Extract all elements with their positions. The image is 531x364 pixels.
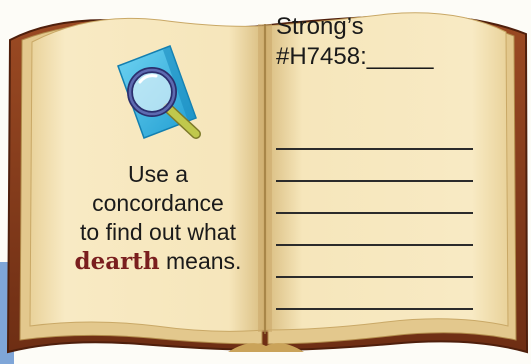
instruction-line-4 (48, 247, 268, 276)
answer-blank-line (276, 246, 473, 278)
keyword-dearth: dearth (74, 248, 160, 275)
strongs-label-line-1: Strong’s (276, 13, 364, 40)
strongs-label-line-2: #H7458:_____ (276, 43, 434, 70)
strongs-label (276, 12, 486, 72)
answer-blank-line (276, 118, 473, 150)
instruction-line-1: Use a (127, 161, 189, 187)
left-page-instructions (48, 160, 268, 276)
instruction-line-2: concordance (92, 190, 224, 216)
instruction-line-4-end: means. (159, 248, 242, 274)
instruction-line-3: to find out what (80, 219, 236, 245)
answer-blank-line (276, 150, 473, 182)
answer-blank-line (276, 214, 473, 246)
answer-blank-line (276, 182, 473, 214)
answer-lines (276, 118, 476, 310)
answer-blank-line (276, 278, 473, 310)
